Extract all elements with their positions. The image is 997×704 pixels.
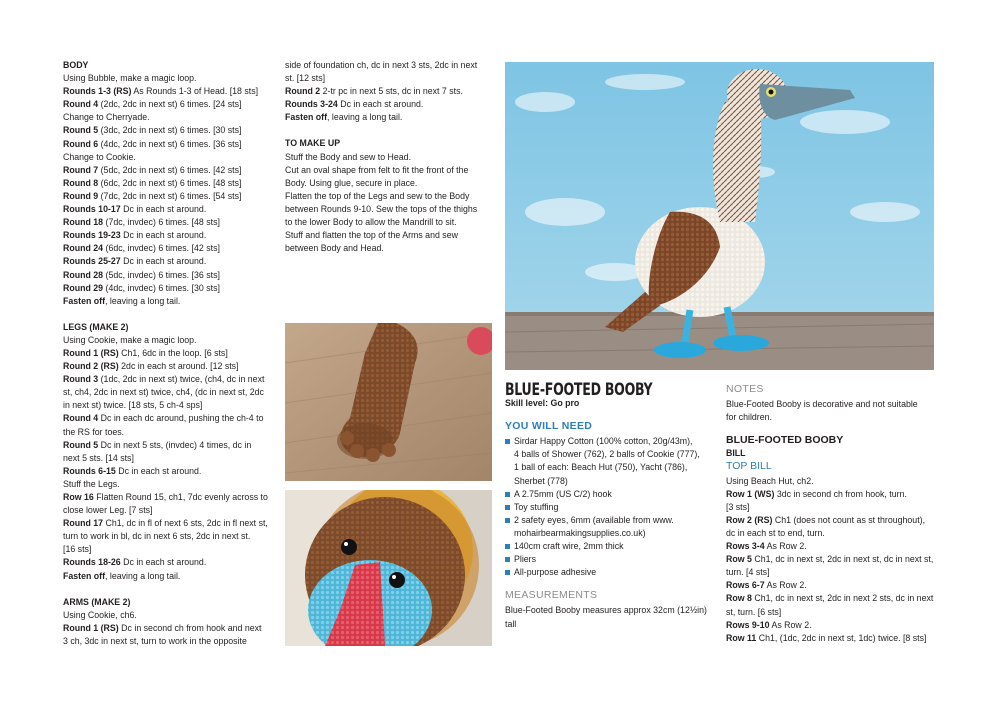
row-label: Round 28 [63, 269, 104, 280]
row-label: Row 16 [63, 492, 94, 502]
row-label: Round 9 [63, 190, 99, 201]
pattern-row [726, 579, 941, 592]
row-label: Row 2 (RS) [726, 514, 773, 525]
legs-intro: Using Cookie, make a magic loop. [63, 334, 197, 345]
row-label: Rows 9-10 [726, 619, 770, 630]
row-label: Fasten off [63, 295, 106, 306]
row-label: Rounds 19-23 [63, 230, 121, 241]
pattern-row [285, 98, 495, 111]
row-text: Ch1, dc in next st, 2dc in next st, dc in next st, [751, 554, 934, 565]
text-line: between Body and Head. [285, 243, 384, 254]
pattern-row [726, 592, 941, 605]
material-line: mohairbearmakingsupplies.co.uk) [514, 527, 646, 538]
material-item [505, 566, 720, 579]
row-text: st, ch4, 2dc in next st) twice, ch4, (dc in next st, 2dc [63, 387, 264, 398]
bill-rows [726, 488, 941, 645]
row-text: (4dc, invdec) 6 times. [30 sts] [103, 282, 220, 293]
material-line: 4 balls of Shower (762), 2 balls of Cookie (777), [514, 449, 700, 460]
row-label: Round 5 [63, 439, 99, 450]
row-text: (3dc, 2dc in next st) 6 times. [30 sts] [98, 125, 242, 136]
row-label: Round 4 [63, 413, 99, 424]
text-line: Flatten the top of the Legs and sew to the Body [285, 190, 470, 201]
column-2 [285, 59, 495, 255]
row-text: Ch1, dc in next st, 2dc in next 2 sts, dc in next [751, 593, 934, 604]
row-label: Round 1 (RS) [63, 347, 119, 358]
pattern-row [726, 566, 941, 579]
mandrill-face-image [285, 490, 492, 646]
pattern-row [63, 242, 278, 255]
row-text: Dc in each dc around, pushing the ch-4 to [98, 413, 264, 424]
body-heading: BODY [63, 60, 89, 70]
row-text: side of foundation ch, dc in next 3 sts, 2dc in next [285, 60, 478, 70]
materials-list [505, 435, 720, 579]
row-label: Rows 6-7 [726, 580, 765, 591]
notes-heading: NOTES [726, 383, 764, 395]
pattern-row [63, 491, 278, 504]
pattern-row [63, 530, 278, 543]
pattern-row [63, 360, 278, 373]
row-text: turn to work in bl, dc in next 6 sts, 2dc in next st. [63, 531, 251, 542]
pattern-row [726, 632, 941, 645]
pattern-row [63, 570, 278, 583]
material-line: 2 safety eyes, 6mm (available from www. [514, 514, 674, 525]
pattern-row [726, 606, 941, 619]
material-line: Toy stuffing [514, 501, 559, 512]
pattern-row [726, 527, 941, 540]
row-label: Fasten off [285, 112, 328, 123]
row-text: Dc in second ch from hook and next [118, 622, 262, 633]
text-line: Blue-Footed Booby measures approx 32cm (12½in) [505, 605, 707, 616]
text-line: Body. Using glue, secure in place. [285, 177, 418, 188]
leg-closeup-photo [285, 323, 492, 481]
row-text: 3dc in second ch from hook, turn. [774, 488, 907, 499]
pattern-row [726, 553, 941, 566]
row-label: Rounds 6-15 [63, 465, 116, 476]
material-item [505, 488, 720, 501]
pattern-row [63, 124, 278, 137]
pattern-row [63, 295, 278, 308]
row-label: Row 1 (WS) [726, 488, 775, 499]
row-text: (6dc, 2dc in next st) 6 times. [48 sts] [98, 177, 242, 188]
pattern-row [63, 255, 278, 268]
bullet-square-icon [505, 557, 510, 562]
row-text: (1dc, 2dc in next st) twice, (ch4, dc in next [98, 374, 265, 385]
row-text: Flatten Round 15, ch1, 7dc evenly across to [93, 492, 268, 502]
pattern-row [63, 622, 278, 635]
row-text: [3 sts] [726, 501, 750, 512]
pattern-row [63, 439, 278, 452]
leg-closeup-image [285, 323, 492, 481]
arms-rows [63, 622, 278, 648]
pattern-row [63, 452, 278, 465]
row-text: As Row 2. [769, 619, 812, 630]
row-text: Dc in next 5 sts, (invdec) 4 times, dc in [98, 439, 252, 450]
pattern-row [63, 426, 278, 439]
row-text: 2-tr pc in next 5 sts, dc in next 7 sts. [320, 86, 463, 97]
row-text: Stuff the Legs. [63, 478, 120, 489]
row-text: st, turn. [6 sts] [726, 606, 782, 617]
row-label: Rounds 10-17 [63, 204, 121, 215]
pattern-row [63, 229, 278, 242]
pattern-row [726, 619, 941, 632]
bullet-square-icon [505, 518, 510, 523]
text-line: tall [505, 618, 517, 629]
row-text: , leaving a long tail. [327, 112, 403, 123]
pattern-row [63, 98, 278, 111]
body-intro: Using Bubble, make a magic loop. [63, 73, 197, 84]
pattern-row [63, 373, 278, 386]
top-bill-heading: TOP BILL [726, 460, 772, 473]
row-text: close lower Leg. [7 sts] [63, 505, 153, 516]
bullet-square-icon [505, 544, 510, 549]
pattern-row [726, 514, 941, 527]
row-label: Row 11 [726, 632, 757, 643]
material-item [505, 435, 720, 487]
row-text: Ch1 (does not count as st throughout), [772, 514, 926, 525]
row-text: [16 sts] [63, 544, 92, 555]
pattern-row [63, 164, 278, 177]
column-1 [63, 59, 278, 648]
row-text: (7dc, 2dc in next st) 6 times. [54 sts] [98, 190, 242, 201]
row-label: Row 5 [726, 554, 752, 565]
text-line: to the lower Body to allow the Mandrill to sit. [285, 217, 457, 228]
row-text: Change to Cherryade. [63, 112, 150, 123]
pattern-row [726, 540, 941, 553]
bullet-square-icon [505, 439, 510, 444]
pattern-row [63, 177, 278, 190]
row-label: Rounds 3-24 [285, 99, 338, 110]
row-label: Round 17 [63, 518, 104, 529]
arms-heading: ARMS (MAKE 2) [63, 596, 131, 607]
row-text: Dc in each st around. [115, 465, 202, 476]
bullet-square-icon [505, 505, 510, 510]
you-will-need-heading: YOU WILL NEED [505, 420, 593, 433]
material-line: Sirdar Happy Cotton (100% cotton, 20g/43m), [514, 436, 693, 447]
row-label: Round 2 (RS) [63, 361, 119, 372]
row-text: 3 ch, 3dc in next st, turn to work in the opposite [63, 635, 247, 646]
pattern-row [63, 465, 278, 478]
row-label: Round 1 (RS) [63, 622, 119, 633]
pattern-row [726, 501, 941, 514]
row-text: As Row 2. [764, 580, 807, 591]
pattern-row [63, 282, 278, 295]
row-label: Rounds 18-26 [63, 557, 121, 568]
row-text: Dc in each st around. [120, 230, 207, 241]
measurements-heading: MEASUREMENTS [505, 589, 598, 602]
column-3 [505, 380, 720, 631]
row-text: (7dc, invdec) 6 times. [48 sts] [103, 217, 220, 228]
make-up-lines [285, 151, 495, 256]
text-line: between Rounds 9-10. Sew the tops of the thighs [285, 203, 478, 214]
booby-main-image [505, 62, 934, 370]
bullet-square-icon [505, 492, 510, 497]
row-text: the RS for toes. [63, 426, 125, 437]
row-text: Ch1, (1dc, 2dc in next st, 1dc) twice. [8 sts] [756, 632, 927, 643]
pattern-row [63, 216, 278, 229]
pattern-heading: BLUE-FOOTED BOOBY [726, 434, 844, 447]
material-item [505, 501, 720, 514]
arms-continued [285, 59, 495, 124]
material-item [505, 514, 720, 540]
pattern-row [285, 111, 495, 124]
row-label: Round 24 [63, 243, 104, 254]
row-label: Round 8 [63, 177, 99, 188]
pattern-row [63, 412, 278, 425]
pattern-row [63, 190, 278, 203]
material-item [505, 540, 720, 553]
row-text: (4dc, 2dc in next st) 6 times. [36 sts] [98, 138, 242, 149]
row-label: Rows 3-4 [726, 541, 765, 552]
body-rows [63, 85, 278, 308]
pattern-row [63, 386, 278, 399]
row-label: Rounds 1-3 (RS) [63, 86, 132, 97]
row-label: Fasten off [63, 570, 106, 581]
row-text: Ch1, 6dc in the loop. [6 sts] [118, 347, 228, 358]
row-label: Round 6 [63, 138, 99, 149]
pattern-row [63, 138, 278, 151]
material-line: A 2.75mm (US C/2) hook [514, 488, 612, 499]
row-text: Dc in each st around. [337, 99, 424, 110]
pattern-row [63, 269, 278, 282]
pattern-row [63, 347, 278, 360]
pattern-row [63, 543, 278, 556]
row-text: (5dc, 2dc in next st) 6 times. [42 sts] [98, 164, 242, 175]
pattern-row [63, 203, 278, 216]
material-line: 1 ball of each: Beach Hut (750), Yacht (786), [514, 462, 688, 473]
skill-level: Skill level: Go pro [505, 398, 580, 409]
text-line: Blue-Footed Booby is decorative and not suitable [726, 399, 918, 410]
material-line: Pliers [514, 554, 536, 565]
pattern-row [63, 517, 278, 530]
row-text: As Rounds 1-3 of Head. [18 sts] [131, 86, 259, 97]
row-label: Round 4 [63, 99, 99, 110]
row-label: Rounds 25-27 [63, 256, 121, 267]
measurements-lines [505, 604, 720, 630]
row-text: (2dc, 2dc in next st) 6 times. [24 sts] [98, 99, 242, 110]
row-label: Round 29 [63, 282, 104, 293]
top-bill-intro: Using Beach Hut, ch2. [726, 475, 814, 486]
material-line: All-purpose adhesive [514, 567, 597, 578]
pattern-row [63, 399, 278, 412]
pattern-row [285, 59, 495, 72]
pattern-row [63, 478, 278, 491]
material-item [505, 553, 720, 566]
row-text: Change to Cookie. [63, 151, 136, 162]
pattern-title: BLUE-FOOTED BOOBY [505, 380, 653, 400]
row-text: Dc in each st around. [120, 204, 207, 215]
pattern-row [63, 111, 278, 124]
pattern-row [285, 72, 495, 85]
pattern-row [63, 504, 278, 517]
notes-lines [726, 398, 941, 424]
row-text: (5dc, invdec) 6 times. [36 sts] [103, 269, 220, 280]
bill-heading: BILL [726, 448, 746, 459]
row-text: st. [12 sts] [285, 73, 326, 84]
pattern-row [63, 151, 278, 164]
pattern-row [63, 556, 278, 569]
booby-main-photo [505, 62, 934, 370]
material-line: 140cm craft wire, 2mm thick [514, 541, 624, 552]
pattern-row [63, 85, 278, 98]
mandrill-face-photo [285, 490, 492, 646]
text-line: for children. [726, 412, 772, 423]
pattern-row [63, 635, 278, 648]
legs-rows [63, 347, 278, 583]
row-text: , leaving a long tail. [105, 570, 181, 581]
arms-intro: Using Cookie, ch6. [63, 609, 137, 620]
row-text: As Row 2. [764, 541, 807, 552]
pattern-row [726, 488, 941, 501]
row-label: Round 18 [63, 217, 104, 228]
row-text: Ch1, dc in fl of next 6 sts, 2dc in fl next st, [103, 518, 268, 529]
column-4 [726, 383, 941, 645]
row-label: Row 8 [726, 593, 752, 604]
row-label: Round 2 [285, 86, 321, 97]
row-text: dc in each st to end, turn. [726, 527, 825, 538]
row-text: 2dc in each st around. [12 sts] [118, 361, 239, 372]
row-label: Round 5 [63, 125, 99, 136]
text-line: Stuff and flatten the top of the Arms and sew [285, 230, 458, 241]
row-text: , leaving a long tail. [105, 295, 181, 306]
make-up-heading: TO MAKE UP [285, 138, 341, 149]
text-line: Cut an oval shape from felt to fit the front of the [285, 164, 469, 175]
row-label: Round 3 [63, 374, 99, 385]
bullet-square-icon [505, 570, 510, 575]
material-line: Sherbet (778) [514, 475, 568, 486]
pattern-row [285, 85, 495, 98]
row-text: Dc in each st around. [120, 256, 207, 267]
row-text: next 5 sts. [14 sts] [63, 452, 134, 463]
row-text: in next st) twice. [18 sts, 5 ch-4 sps] [63, 400, 203, 411]
row-text: turn. [4 sts] [726, 567, 770, 578]
row-label: Round 7 [63, 164, 99, 175]
row-text: Dc in each st around. [120, 557, 207, 568]
text-line: Stuff the Body and sew to Head. [285, 151, 412, 162]
legs-heading: LEGS (MAKE 2) [63, 321, 129, 332]
row-text: (6dc, invdec) 6 times. [42 sts] [103, 243, 220, 254]
